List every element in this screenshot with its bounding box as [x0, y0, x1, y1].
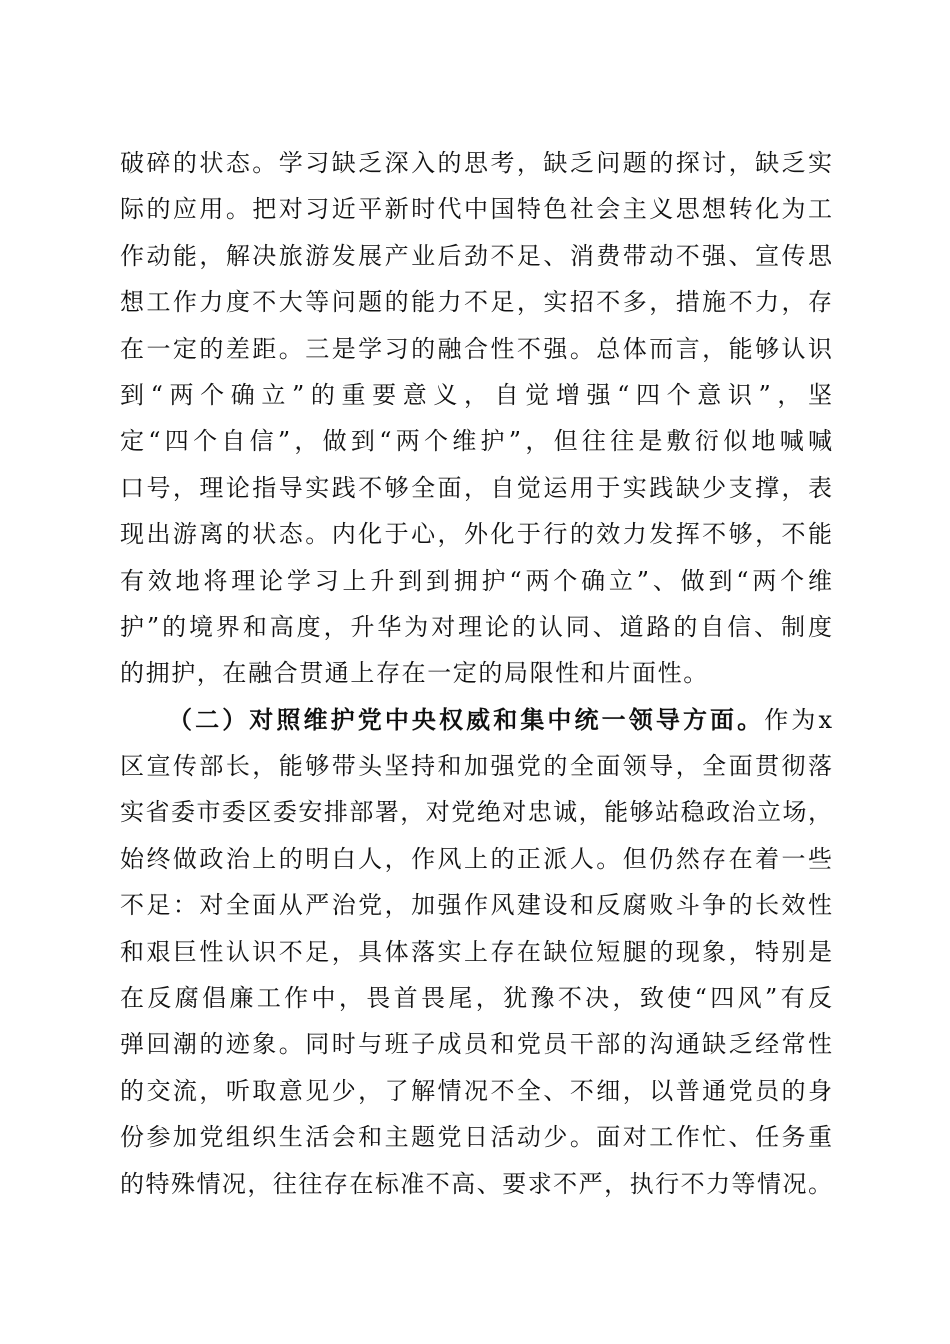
paragraph-study-issues: [120, 140, 832, 697]
text-line: 的特殊情况，往往存在标准不高、要求不严，执行不力等情况。: [120, 1169, 832, 1198]
text-line-last: 的拥护，在融合贯通上存在一定的局限性和片面性。: [120, 659, 709, 688]
text-line: 实省委市委区委安排部署，对党绝对忠诚，能够站稳政治立场，: [120, 798, 832, 827]
text-line: 口号，理论指导实践不够全面，自觉运用于实践缺少支撑，表: [120, 473, 832, 502]
heading-line-text: 作为x: [764, 705, 832, 734]
text-line: 在反腐倡廉工作中，畏首畏尾，犹豫不决，致使“四风”有反: [120, 984, 832, 1013]
text-line: 份参加党组织生活会和主题党日活动少。面对工作忙、任务重: [120, 1123, 832, 1152]
text-line: 定“四个自信”，做到“两个维护”，但往往是敷衍似地喊喊: [120, 427, 832, 456]
paragraph-party-authority: [120, 697, 832, 1207]
text-line: 不足：对全面从严治党，加强作风建设和反腐败斗争的长效性: [120, 891, 832, 920]
text-line: 护”的境界和高度，升华为对理论的认同、道路的自信、制度: [120, 612, 832, 641]
text-line: 破碎的状态。学习缺乏深入的思考，缺乏问题的探讨，缺乏实: [120, 149, 832, 177]
text-line: 想工作力度不大等问题的能力不足，实招不多，措施不力，存: [120, 288, 832, 317]
text-line: 际的应用。把对习近平新时代中国特色社会主义思想转化为工: [120, 195, 832, 224]
section-heading: （二）对照维护党中央权威和集中统一领导方面。: [168, 704, 765, 734]
text-line: 现出游离的状态。内化于心，外化于行的效力发挥不够，不能: [120, 520, 832, 549]
text-line: 和艰巨性认识不足，具体落实上存在缺位短腿的现象，特别是: [120, 937, 832, 966]
text-line: 有效地将理论学习上升到到拥护“两个确立”、做到“两个维: [120, 566, 832, 595]
text-line: 始终做政治上的明白人，作风上的正派人。但仍然存在着一些: [120, 844, 832, 873]
text-line: 弹回潮的迹象。同时与班子成员和党员干部的沟通缺乏经常性: [120, 1030, 832, 1059]
text-line: 作动能，解决旅游发展产业后劲不足、消费带动不强、宣传思: [120, 241, 832, 270]
section-heading-line: [120, 697, 832, 743]
document-body: [120, 140, 832, 1207]
text-line: 的交流，听取意见少，了解情况不全、不细，以普通党员的身: [120, 1076, 832, 1105]
text-line: 区宣传部长，能够带头坚持和加强党的全面领导，全面贯彻落: [120, 752, 832, 781]
text-line: 在一定的差距。三是学习的融合性不强。总体而言，能够认识: [120, 334, 832, 363]
text-line: 到“两个确立”的重要意义，自觉增强“四个意识”，坚: [120, 380, 832, 409]
